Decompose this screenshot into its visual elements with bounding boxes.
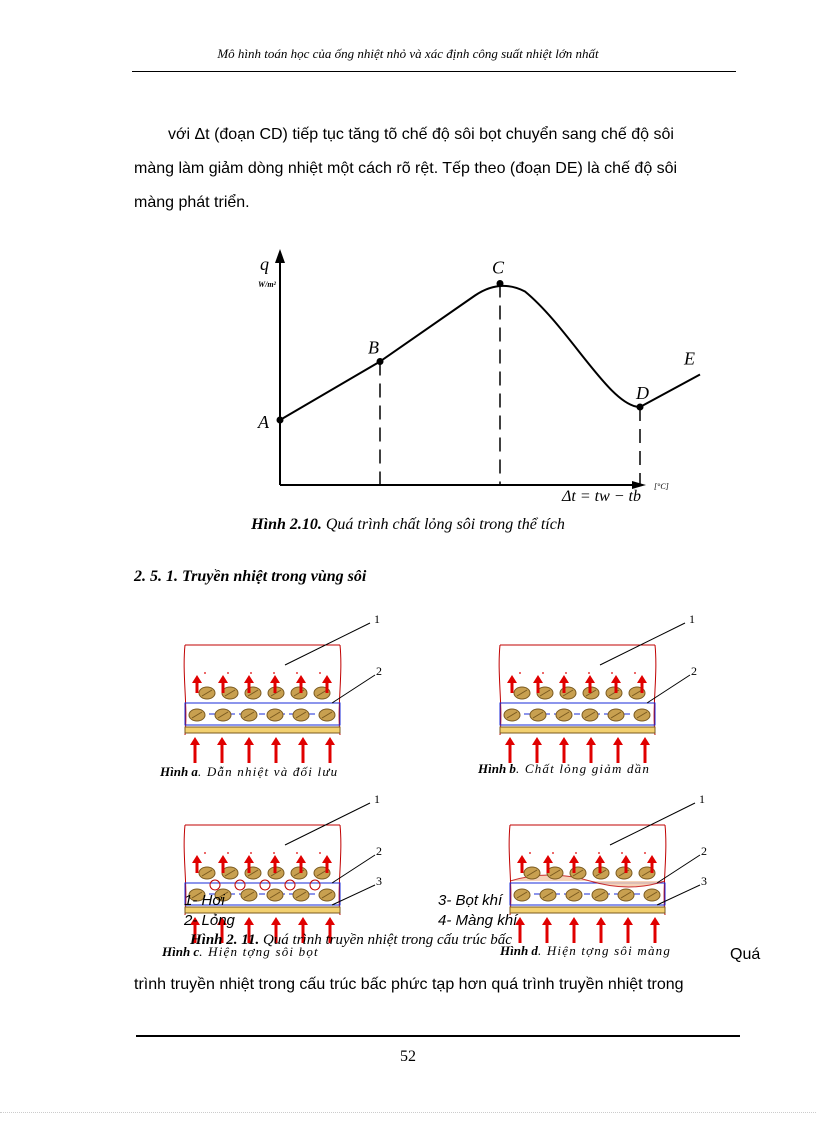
- boiling-curve-chart: [250, 245, 695, 505]
- point-label-b: B: [368, 337, 379, 358]
- vapor-arrow-head: [244, 675, 254, 683]
- leader-2: [332, 855, 375, 883]
- intro-line-3: màng phát triển.: [134, 194, 250, 211]
- fig-c-text: . Hiện tợng sôi bọt: [199, 944, 319, 959]
- label-2: 2: [701, 844, 707, 858]
- vapor-arrow-head: [585, 675, 595, 683]
- fig211-bold: Hình 2. 11.: [190, 932, 260, 948]
- figure-a-caption: [160, 764, 338, 780]
- heat-arrow-head: [244, 737, 254, 745]
- heat-arrow-head: [569, 917, 579, 925]
- fig-c-bold: Hình c: [162, 944, 200, 959]
- y-axis-label: q: [260, 254, 269, 274]
- heat-arrow-head: [217, 737, 227, 745]
- outro-line: trình truyền nhiệt trong cấu trúc bấc phức tạp hơn quá trình truyền nhiệt trong: [134, 976, 684, 993]
- label-1: 1: [689, 612, 695, 626]
- vapor-bubble: [285, 880, 295, 890]
- point-b: [377, 358, 384, 365]
- label-3: 3: [376, 874, 382, 888]
- panel-d: [509, 792, 707, 943]
- point-label-d: D: [636, 383, 649, 403]
- heated-plate-b: [500, 727, 655, 733]
- page-number: 52: [400, 1048, 416, 1065]
- chart-layer: [257, 249, 700, 505]
- vapor-bubble: [210, 880, 220, 890]
- fig-d-bold: Hình d: [500, 943, 538, 958]
- vapor-dot: [634, 672, 636, 674]
- leader-3: [332, 885, 375, 905]
- vapor-arrow-head: [218, 855, 228, 863]
- intro-line-1: với Δt (đoạn CD) tiếp tục tăng tõ chế độ sôi bọt chuyển sang chế độ sôi: [168, 126, 674, 143]
- point-d: [637, 404, 644, 411]
- heat-arrow-head: [559, 737, 569, 745]
- vapor-dot: [519, 672, 521, 674]
- legend-2: 2- Lỏng: [184, 912, 235, 929]
- figure-b-caption: [478, 761, 650, 777]
- vapor-arrow-head: [322, 675, 332, 683]
- vapor-dot: [250, 852, 252, 854]
- leader-1: [610, 803, 695, 845]
- leader-3: [657, 885, 700, 905]
- heat-arrow-head: [640, 737, 650, 745]
- figure-c-caption: [162, 944, 319, 960]
- leader-1: [285, 803, 370, 845]
- heat-arrow-head: [623, 917, 633, 925]
- vapor-arrow-head: [507, 675, 517, 683]
- figure-2-10-caption: [0, 516, 816, 534]
- heat-arrow-head: [271, 737, 281, 745]
- heat-arrow-head: [325, 917, 335, 925]
- vapor-dot: [598, 852, 600, 854]
- fig211-text: Quá trình truyền nhiệt trong cấu trúc bấc: [259, 932, 512, 948]
- heat-arrow-head: [586, 737, 596, 745]
- label-2: 2: [376, 844, 382, 858]
- vapor-dot: [250, 672, 252, 674]
- vapor-bubble: [310, 880, 320, 890]
- vapor-arrow-head: [218, 675, 228, 683]
- vapor-arrow-head: [611, 675, 621, 683]
- point-label-c: C: [492, 257, 505, 278]
- vapor-arrow-head: [322, 855, 332, 863]
- vapor-dot: [611, 672, 613, 674]
- page-bottom-dots: [0, 1112, 816, 1113]
- vapor-bubble: [235, 880, 245, 890]
- vapor-dot: [273, 672, 275, 674]
- x-axis-unit: [°C]: [654, 482, 669, 491]
- vapor-arrow-head: [595, 855, 605, 863]
- y-axis-arrow: [275, 249, 285, 263]
- caption-bold: Hình 2.10.: [251, 516, 322, 533]
- vapor-dot: [529, 852, 531, 854]
- vapor-dot: [204, 672, 206, 674]
- heat-arrow-head: [325, 737, 335, 745]
- heat-arrow-head: [298, 917, 308, 925]
- vapor-arrow-head: [543, 855, 553, 863]
- heat-arrow-head: [298, 737, 308, 745]
- vapor-dot: [542, 672, 544, 674]
- legend-3: 3- Bọt khí: [438, 892, 503, 909]
- label-1: 1: [374, 792, 380, 806]
- label-2: 2: [376, 664, 382, 678]
- vapor-dot: [565, 672, 567, 674]
- label-3: 3: [701, 874, 707, 888]
- vapor-arrow-head: [192, 675, 202, 683]
- page-header: Mô hình toán học của ống nhiệt nhỏ và xác định công suất nhiệt lớn nhất: [217, 46, 599, 61]
- point-label-a: A: [258, 412, 269, 432]
- heat-arrow-head: [650, 917, 660, 925]
- header-rule: [132, 71, 736, 72]
- outro-word: Quá: [730, 946, 761, 963]
- vapor-arrow-head: [559, 675, 569, 683]
- vapor-dot: [575, 852, 577, 854]
- heat-arrow-head: [190, 737, 200, 745]
- vapor-dot: [588, 672, 590, 674]
- vapor-dot: [319, 852, 321, 854]
- fig-a-text: . Dẫn nhiệt và đối lưu: [197, 764, 339, 779]
- leader-2: [657, 855, 700, 883]
- vapor-dot: [227, 852, 229, 854]
- caption-text: Quá trình chất lỏng sôi trong thể tích: [321, 516, 565, 533]
- fig-a-bold: Hình a: [160, 764, 198, 779]
- heat-arrow-head: [542, 917, 552, 925]
- leader-1: [285, 623, 370, 665]
- vapor-arrow-head: [244, 855, 254, 863]
- vapor-arrow-head: [569, 855, 579, 863]
- vapor-bubble: [260, 880, 270, 890]
- fig-b-text: . Chất lỏng giảm dần: [515, 761, 651, 776]
- heated-plate-a: [185, 727, 340, 733]
- legend-4: 4- Màng khí: [438, 912, 518, 929]
- vapor-arrow-head: [533, 675, 543, 683]
- wick-diagrams: [0, 600, 816, 960]
- vapor-dot: [621, 852, 623, 854]
- fig-b-bold: Hình b: [478, 761, 516, 776]
- leader-1: [600, 623, 685, 665]
- legend-1: 1- Hơi: [184, 892, 225, 909]
- heat-arrow-head: [613, 737, 623, 745]
- vapor-arrow-head: [296, 675, 306, 683]
- vapor-arrow-head: [296, 855, 306, 863]
- vapor-arrow-head: [270, 855, 280, 863]
- heat-arrow-head: [596, 917, 606, 925]
- leader-2: [332, 675, 375, 703]
- panel-a: [184, 612, 382, 763]
- fig-d-text: . Hiện tợng sôi màng: [537, 943, 672, 958]
- label-1: 1: [699, 792, 705, 806]
- x-axis-label: Δt = tw − tb: [562, 488, 641, 505]
- panel-b: [499, 612, 697, 763]
- vapor-arrow-head: [647, 855, 657, 863]
- vapor-arrow-head: [192, 855, 202, 863]
- vapor-dot: [296, 672, 298, 674]
- figure-d-caption: [500, 943, 671, 959]
- label-1: 1: [374, 612, 380, 626]
- intro-line-2: màng làm giảm dòng nhiệt một cách rõ rệt. Tếp theo (đoạn DE) là chế độ sôi: [134, 160, 678, 177]
- label-2: 2: [691, 664, 697, 678]
- vapor-dot: [204, 852, 206, 854]
- leader-2: [647, 675, 690, 703]
- heated-plate-d: [510, 907, 665, 913]
- heat-arrow-head: [532, 737, 542, 745]
- point-label-e: E: [684, 348, 695, 369]
- vapor-arrow-head: [621, 855, 631, 863]
- vapor-dot: [227, 672, 229, 674]
- vapor-dot: [296, 852, 298, 854]
- section-title: 2. 5. 1. Truyền nhiệt trong vùng sôi: [134, 568, 367, 585]
- point-c: [497, 280, 504, 287]
- heat-arrow-head: [505, 737, 515, 745]
- vapor-arrow-head: [637, 675, 647, 683]
- footer-rule: [136, 1035, 740, 1037]
- heat-arrow-head: [271, 917, 281, 925]
- vapor-arrow-head: [270, 675, 280, 683]
- vapor-dot: [552, 852, 554, 854]
- vapor-dot: [319, 672, 321, 674]
- y-axis-unit: W/m²: [258, 280, 276, 289]
- heat-arrow-head: [244, 917, 254, 925]
- vapor-arrow-head: [517, 855, 527, 863]
- vapor-dot: [644, 852, 646, 854]
- vapor-dot: [273, 852, 275, 854]
- point-a: [277, 417, 284, 424]
